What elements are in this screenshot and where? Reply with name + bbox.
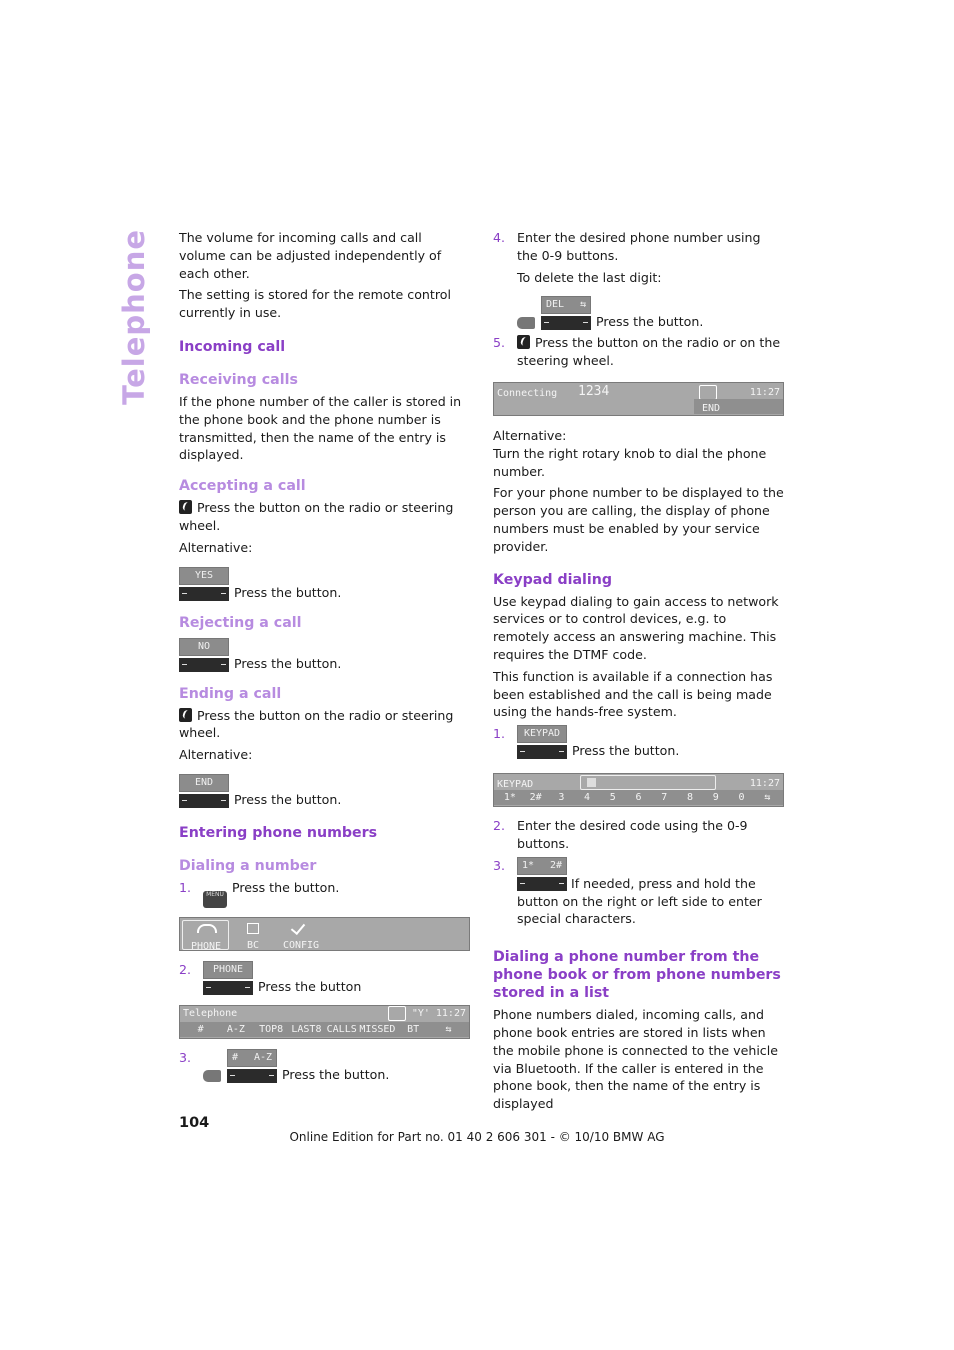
dial-step-4 xyxy=(493,229,785,330)
key-2hash-label: 2# xyxy=(549,859,562,871)
phone-button-icon xyxy=(179,708,192,722)
receiving-text: If the phone number of the caller is stored in the phone book and the phone number is transmitted, then the name of the entry is displayed. xyxy=(179,393,462,463)
right-column xyxy=(493,229,785,1117)
special-char-softkey[interactable] xyxy=(517,857,567,891)
az-softkey[interactable] xyxy=(227,1049,277,1083)
yes-softkey[interactable] xyxy=(179,567,229,601)
heading-entering-phone-numbers: Entering phone numbers xyxy=(179,824,378,841)
telephone-screen xyxy=(179,1005,470,1039)
heading-keypad-dialing: Keypad dialing xyxy=(493,571,613,588)
dial-step-3 xyxy=(179,1049,471,1083)
press-button-text: Press the button. xyxy=(596,314,704,330)
end-label: END xyxy=(702,402,721,414)
dial-step-2 xyxy=(179,961,471,995)
yes-key-label: YES xyxy=(179,567,229,585)
section-tab xyxy=(117,229,152,405)
end-key-label: END xyxy=(179,774,229,792)
softkey-button-icon xyxy=(517,877,567,891)
heading-rejecting-call: Rejecting a call xyxy=(179,614,302,631)
dialed-number: 1234 xyxy=(578,383,610,399)
checkmark-icon xyxy=(291,920,305,935)
end-key-row xyxy=(179,768,471,808)
step-number: 1. xyxy=(179,879,192,895)
intro-volume: The volume for incoming calls and call volume can be adjusted independently of each other. xyxy=(179,230,442,281)
softkey-button-icon xyxy=(227,1069,277,1083)
keypad-step-2 xyxy=(493,817,785,853)
step-4-text: Enter the desired phone number using the 0-9 buttons. xyxy=(517,230,761,263)
heading-receiving-calls: Receiving calls xyxy=(179,371,298,388)
hash-key-label: # xyxy=(232,1051,239,1063)
menu-item-bt[interactable]: BT xyxy=(407,1023,420,1035)
switch-arrows-icon[interactable]: ⇆ xyxy=(764,791,771,803)
phone-button-icon xyxy=(517,335,530,349)
heading-dial-from-list: Dialing a phone number from the phone book or from phone numbers stored in a list xyxy=(493,949,781,1002)
phone-menu-item[interactable] xyxy=(182,920,229,950)
key-9[interactable]: 9 xyxy=(712,791,719,803)
key-4[interactable]: 4 xyxy=(584,791,591,803)
keypad-text-1: Use keypad dialing to gain access to network services or to control devices, e.g. to remotely access an answering machine. This requires the DTMF code. xyxy=(493,593,779,662)
keypad-step-2-text: Enter the desired code using the 0-9 buttons. xyxy=(517,818,748,851)
bc-menu-label: BC xyxy=(246,939,260,951)
press-button-text: Press the button. xyxy=(234,584,342,600)
key-1-star[interactable]: 1* xyxy=(503,791,516,803)
switch-arrows-icon[interactable]: ⇆ xyxy=(445,1023,452,1035)
key-3[interactable]: 3 xyxy=(558,791,565,803)
keypad-screen xyxy=(493,773,784,807)
alternative-label: Alternative: xyxy=(179,539,253,555)
switch-arrows-icon: ⇆ xyxy=(579,299,586,311)
step-number: 5. xyxy=(493,335,506,351)
key-7[interactable]: 7 xyxy=(661,791,668,803)
hand-press-icon xyxy=(517,317,535,329)
cursor-icon xyxy=(587,778,596,787)
menu-button-icon[interactable]: MENU xyxy=(203,891,227,908)
heading-dialing-number: Dialing a number xyxy=(179,857,317,874)
step-number: 3. xyxy=(179,1049,192,1065)
phone-button-icon xyxy=(179,500,192,514)
key-8[interactable]: 8 xyxy=(686,791,694,803)
computer-icon xyxy=(247,923,259,934)
step-number: 2. xyxy=(179,961,192,977)
menu-item-missed[interactable]: MISSED xyxy=(359,1023,396,1035)
list-text: Phone numbers dialed, incoming calls, and phone book entries are stored in lists when the mobile phone is connected to the vehicle via Bluetooth. If the caller is entered in the phone book, then the name of the entry is displayed xyxy=(493,1007,778,1112)
dial-step-1 xyxy=(179,879,471,908)
press-button-text: Press the button. xyxy=(572,743,680,759)
clock: 11:27 xyxy=(749,778,780,790)
keypad-digit-row xyxy=(494,790,783,805)
section-tab-label: Telephone xyxy=(117,229,152,405)
page-number: 104 xyxy=(179,1115,210,1131)
keypad-text-2: This function is available if a connection has been established and the call is being made using the hands-free system. xyxy=(493,668,773,720)
connecting-label: Connecting xyxy=(497,387,558,399)
softkey-button-icon xyxy=(517,745,567,759)
end-softkey-screen[interactable] xyxy=(694,399,783,414)
step-number: 1. xyxy=(493,726,506,742)
heading-incoming-call: Incoming call xyxy=(179,338,286,355)
heading-accepting-call: Accepting a call xyxy=(179,478,306,495)
step-number: 2. xyxy=(493,818,506,834)
press-button-text: Press the button. xyxy=(232,879,340,895)
menu-item-calls[interactable]: CALLS xyxy=(326,1023,357,1035)
menu-item-hash[interactable]: # xyxy=(197,1023,204,1035)
phone-handset-icon xyxy=(197,924,217,933)
intro-setting: The setting is stored for the remote control currently in use. xyxy=(179,287,451,321)
press-button-text: Press the button xyxy=(258,978,362,994)
yes-key-row xyxy=(179,561,471,601)
keypad-step-3 xyxy=(493,857,785,932)
phone-key-label: PHONE xyxy=(203,961,253,979)
ending-instruction: Press the button on the radio or steering wheel. xyxy=(179,707,454,741)
keypad-softkey[interactable] xyxy=(517,725,567,759)
keypad-screen-title: KEYPAD xyxy=(497,779,534,791)
main-menu-screen xyxy=(179,917,470,951)
keypad-step-1 xyxy=(493,725,785,759)
press-button-text: Press the button. xyxy=(234,791,342,807)
hangup-icon xyxy=(699,385,717,400)
end-softkey[interactable] xyxy=(179,774,229,808)
bc-menu-item[interactable] xyxy=(238,920,268,951)
clock: 11:27 xyxy=(435,1008,466,1020)
dial-step-5 xyxy=(493,334,785,370)
phone-menu-label: PHONE xyxy=(190,940,222,952)
footer-edition: Online Edition for Part no. 01 40 2 606 301 - © 10/10 BMW AG xyxy=(289,1130,665,1144)
key-6[interactable]: 6 xyxy=(635,791,642,803)
softkey-button-icon xyxy=(179,587,229,601)
az-key-label: A-Z xyxy=(253,1051,272,1063)
step-5-text: Press the button on the radio or on the steering wheel. xyxy=(517,335,781,369)
clock: 11:27 xyxy=(749,386,780,398)
no-key-row xyxy=(179,632,471,672)
step-number: 3. xyxy=(493,857,506,873)
key-1star-label: 1* xyxy=(522,859,535,871)
softkey-button-icon xyxy=(203,981,253,995)
left-column xyxy=(179,229,471,1083)
config-menu-item[interactable] xyxy=(276,920,326,951)
del-softkey[interactable] xyxy=(541,296,591,330)
keypad-step-3-text: If needed, press and hold the button on the right or left side to enter special characters. xyxy=(517,875,762,927)
menu-item-az[interactable]: A-Z xyxy=(226,1023,245,1035)
hand-press-icon xyxy=(203,1070,221,1082)
softkey-button-icon xyxy=(179,658,229,672)
alternative-label: Alternative: xyxy=(493,427,567,443)
heading-ending-call: Ending a call xyxy=(179,685,282,702)
caller-id-text: For your phone number to be displayed to the person you are calling, the display of phone numbers must be enabled by your service provider. xyxy=(493,485,784,554)
press-button-text: Press the button. xyxy=(282,1066,390,1082)
softkey-button-icon xyxy=(541,316,591,330)
menu-item-top8[interactable]: TOP8 xyxy=(259,1023,284,1035)
alternative-label: Alternative: xyxy=(179,747,253,763)
no-softkey[interactable] xyxy=(179,638,229,672)
key-5[interactable]: 5 xyxy=(609,791,616,803)
alternative-text: Turn the right rotary knob to dial the phone number. xyxy=(493,445,767,479)
step-number: 4. xyxy=(493,230,506,245)
telephone-menu-row xyxy=(180,1022,469,1037)
signal-icon: "Y' xyxy=(411,1008,430,1020)
key-0[interactable]: 0 xyxy=(738,791,745,803)
del-key-label: DEL xyxy=(546,299,565,311)
no-key-label: NO xyxy=(179,638,229,656)
delete-digit-text: To delete the last digit: xyxy=(517,269,662,285)
telephone-screen-title: Telephone xyxy=(183,1008,238,1020)
phone-softkey[interactable] xyxy=(203,961,253,995)
connecting-screen xyxy=(493,382,784,416)
accepting-instruction: Press the button on the radio or steering wheel. xyxy=(179,500,454,533)
keypad-key-label: KEYPAD xyxy=(517,725,567,743)
menu-item-last8[interactable]: LAST8 xyxy=(291,1023,322,1035)
press-button-text: Press the button. xyxy=(234,655,342,671)
phone-handset-icon xyxy=(388,1006,406,1021)
softkey-button-icon xyxy=(179,794,229,808)
key-2-hash[interactable]: 2# xyxy=(529,791,542,803)
config-menu-label: CONFIG xyxy=(282,939,320,951)
